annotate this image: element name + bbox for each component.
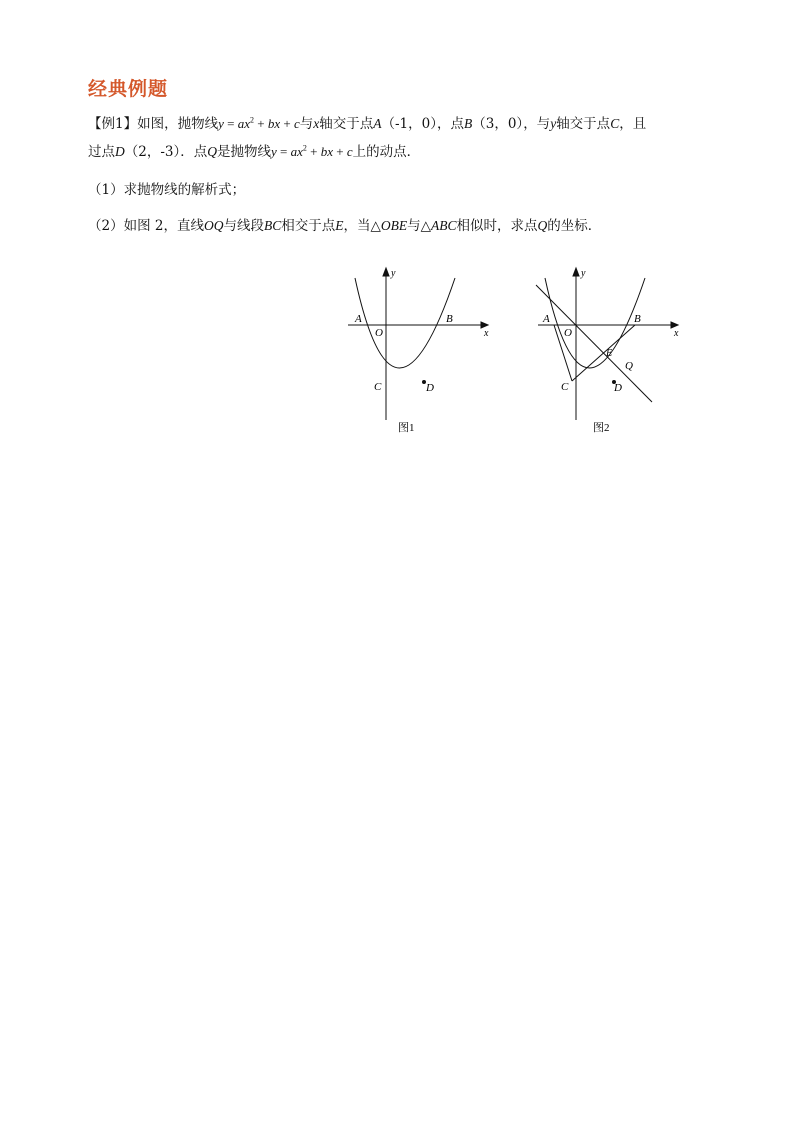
label-x: x [674,328,679,339]
figure-1 [340,260,500,440]
label-o: O [375,327,383,339]
parabola-curve [545,278,645,368]
problem-tag: 【例1】 [88,116,138,132]
y-arrow [573,268,579,276]
label-d: D [614,382,622,394]
problem-line-2: 过点D（2，-3）．点Q是抛物线$y = ax^2$ + bx + c上的动点． [88,143,421,160]
label-c: C [561,381,569,393]
parabola-curve [355,278,455,368]
label-b: B [634,313,641,325]
problem-line-1: 【例1】如图，抛物线$y = ax^2$ + bx + c与x轴交于点A（-1，0），点B（3，0），与y轴交于点C，且 [88,115,647,132]
caption-1: 图1 [398,422,415,434]
label-d: D [426,382,434,394]
parabola-formula-2: $y = ax^2$ + bx + c [271,143,353,159]
label-x: x [484,328,489,339]
label-y: y [581,268,586,279]
parabola-formula: $y = ax^2$ + bx + c [218,115,300,131]
label-q: Q [625,360,633,372]
figure-2 [530,260,690,440]
label-c: C [374,381,382,393]
label-a: A [543,313,550,325]
caption-2: 图2 [593,422,610,434]
label-o: O [564,327,572,339]
label-a: A [355,313,362,325]
label-e: E [606,348,613,359]
label-y: y [391,268,396,279]
part-2: （2）如图 2，直线OQ与线段BC相交于点E，当△OBE与△ABC相似时，求点Q的坐标． [88,218,602,234]
label-b: B [446,313,453,325]
line-oq [536,285,652,402]
section-title: 经典例题 [88,78,169,100]
part-1: （1）求抛物线的解析式； [88,182,246,198]
y-arrow [383,268,389,276]
